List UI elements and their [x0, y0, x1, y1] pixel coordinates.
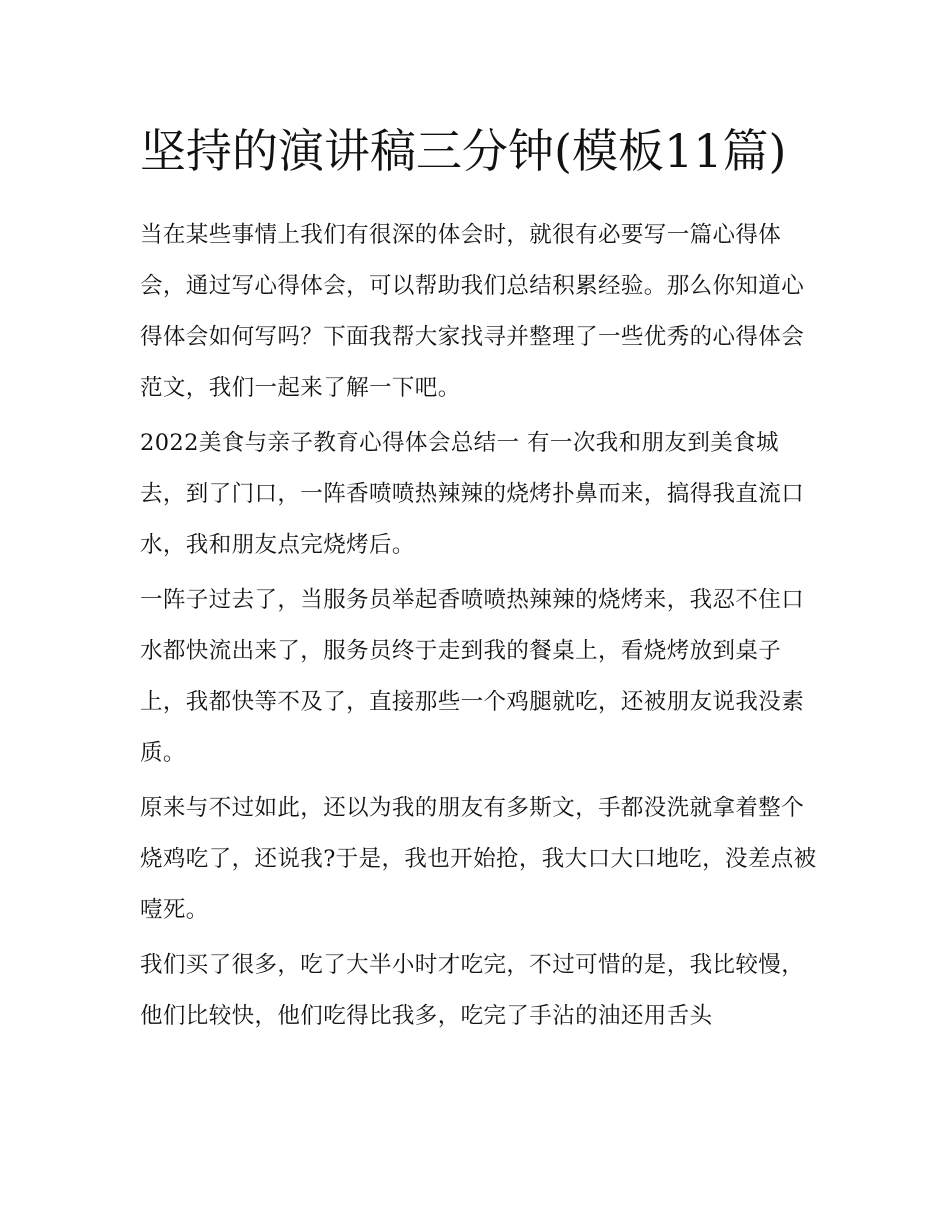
document-title: 坚持的演讲稿三分钟(模板11篇) [140, 124, 787, 178]
paragraph-1: 2022美食与亲子教育心得体会总结一 有一次我和朋友到美食城去，到了门口，一阵香喷喷热辣辣的烧烤扑鼻而来，搞得我直流口水，我和朋友点完烧烤后。 [140, 430, 805, 558]
paragraph-4: 我们买了很多，吃了大半小时才吃完，不过可惜的是，我比较慢，他们比较快，他们吃得比我多，吃完了手沾的油还用舌头 [140, 952, 805, 1029]
document-body [140, 112, 820, 1046]
paragraph-3: 原来与不过如此，还以为我的朋友有多斯文，手都没洗就拿着整个烧鸡吃了，还说我?于是，我也开始抢，我大口大口地吃，没差点被噎死。 [140, 795, 817, 923]
paragraph-intro: 当在某些事情上我们有很深的体会时，就很有必要写一篇心得体会，通过写心得体会，可以帮助我们总结积累经验。那么你知道心得体会如何写吗？下面我帮大家找寻并整理了一些优秀的心得体会范文，我们一起来了解一下吧。 [140, 222, 805, 401]
paragraph-2: 一阵子过去了，当服务员举起香喷喷热辣辣的烧烤来，我忍不住口水都快流出来了，服务员终于走到我的餐桌上，看烧烤放到桌子上，我都快等不及了，直接那些一个鸡腿就吃，还被朋友说我没素质。 [140, 587, 805, 766]
